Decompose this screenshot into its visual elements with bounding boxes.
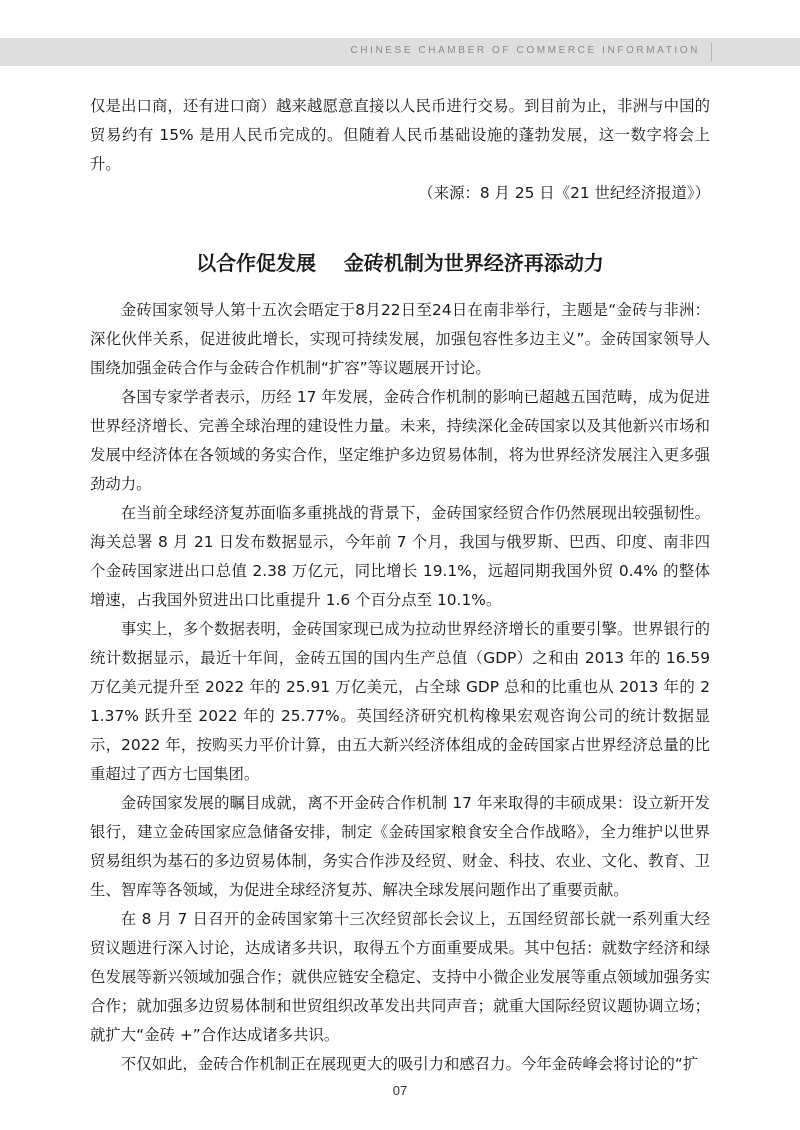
page-number: 07: [392, 1083, 408, 1098]
article-paragraph-5: 金砖国家发展的瞩目成就，离不开金砖合作机制 17 年来取得的丰硕成果：设立新开发银行，建立金砖国家应急储备安排，制定《金砖国家粮食安全合作战略》，全力维护以世界贸易组织为基石的多边贸易体制，务实合作涉及经贸、财金、科技、农业、文化、教育、卫生、智库等各领域，为促进全球经济复苏、解决全球发展问题作出了重要贡献。: [90, 794, 710, 899]
article-paragraph-2: 各国专家学者表示，历经 17 年发展，金砖合作机制的影响已超越五国范畴，成为促进世界经济增长、完善全球治理的建设性力量。未来，持续深化金砖国家以及其他新兴市场和发展中经济体在各领域的务实合作，坚定维护多边贸易体制，将为世界经济发展注入更多强劲动力。: [90, 388, 710, 493]
article-paragraph-6: 在 8 月 7 日召开的金砖国家第十三次经贸部长会议上，五国经贸部长就一系列重大经贸议题进行深入讨论，达成诸多共识，取得五个方面重要成果。其中包括：就数字经济和绿色发展等新兴领域加强合作；就供应链安全稳定、支持中小微企业发展等重点领域加强务实合作；就加强多边贸易体制和世贸组织改革发出共同声音；就重大国际经贸议题协调立场；就扩大“金砖 +”合作达成诸多共识。: [90, 910, 710, 1044]
intro-paragraph: 仅是出口商，还有进口商）越来越愿意直接以人民币进行交易。到目前为止，非洲与中国的贸易约有 15% 是用人民币完成的。但随着人民币基础设施的蓬勃发展，这一数字将会上升。: [90, 97, 710, 173]
source-citation: （来源：8 月 25 日《21 世纪经济报道》）: [418, 184, 710, 202]
article-paragraph-4: 事实上，多个数据表明，金砖国家现已成为拉动世界经济增长的重要引擎。世界银行的统计数据显示，最近十年间，金砖五国的国内生产总值（GDP）之和由 2013 年的 16.59 万亿美元提升至 2022 年的 25.91 万亿美元，占全球 GDP 总和的比重也从 2013 年的 21.37% 跃升至 2022 年的 25.77%。英国经济研究机构橡果宏观咨询公司的统计数据显示，2022 年，按购买力平价计算，由五大新兴经济体组成的金砖国家占世界经济总量的比重超过了西方七国集团。: [90, 620, 710, 783]
page-content: [90, 92, 710, 1079]
article-paragraph-7: 不仅如此，金砖合作机制正在展现更大的吸引力和感召力。今年金砖峰会将讨论的“扩: [120, 1055, 699, 1073]
article-title: 以合作促发展 金砖机制为世界经济再添动力: [196, 251, 604, 275]
header-divider: [711, 43, 712, 61]
article-paragraph-1: 金砖国家领导人第十五次会晤定于8月22日至24日在南非举行，主题是“金砖与非洲：深化伙伴关系，促进彼此增长，实现可持续发展，加强包容性多边主义”。金砖国家领导人围绕加强金砖合作与金砖合作机制“扩容”等议题展开讨论。: [90, 301, 710, 377]
running-header: CHINESE CHAMBER OF COMMERCE INFORMATION: [350, 45, 700, 56]
article-paragraph-3: 在当前全球经济复苏面临多重挑战的背景下，金砖国家经贸合作仍然展现出较强韧性。海关总署 8 月 21 日发布数据显示，今年前 7 个月，我国与俄罗斯、巴西、印度、南非四个金砖国家进出口总值 2.38 万亿元，同比增长 19.1%，远超同期我国外贸 0.4% 的整体增速，占我国外贸进出口比重提升 1.6 个百分点至 10.1%。: [90, 504, 710, 609]
